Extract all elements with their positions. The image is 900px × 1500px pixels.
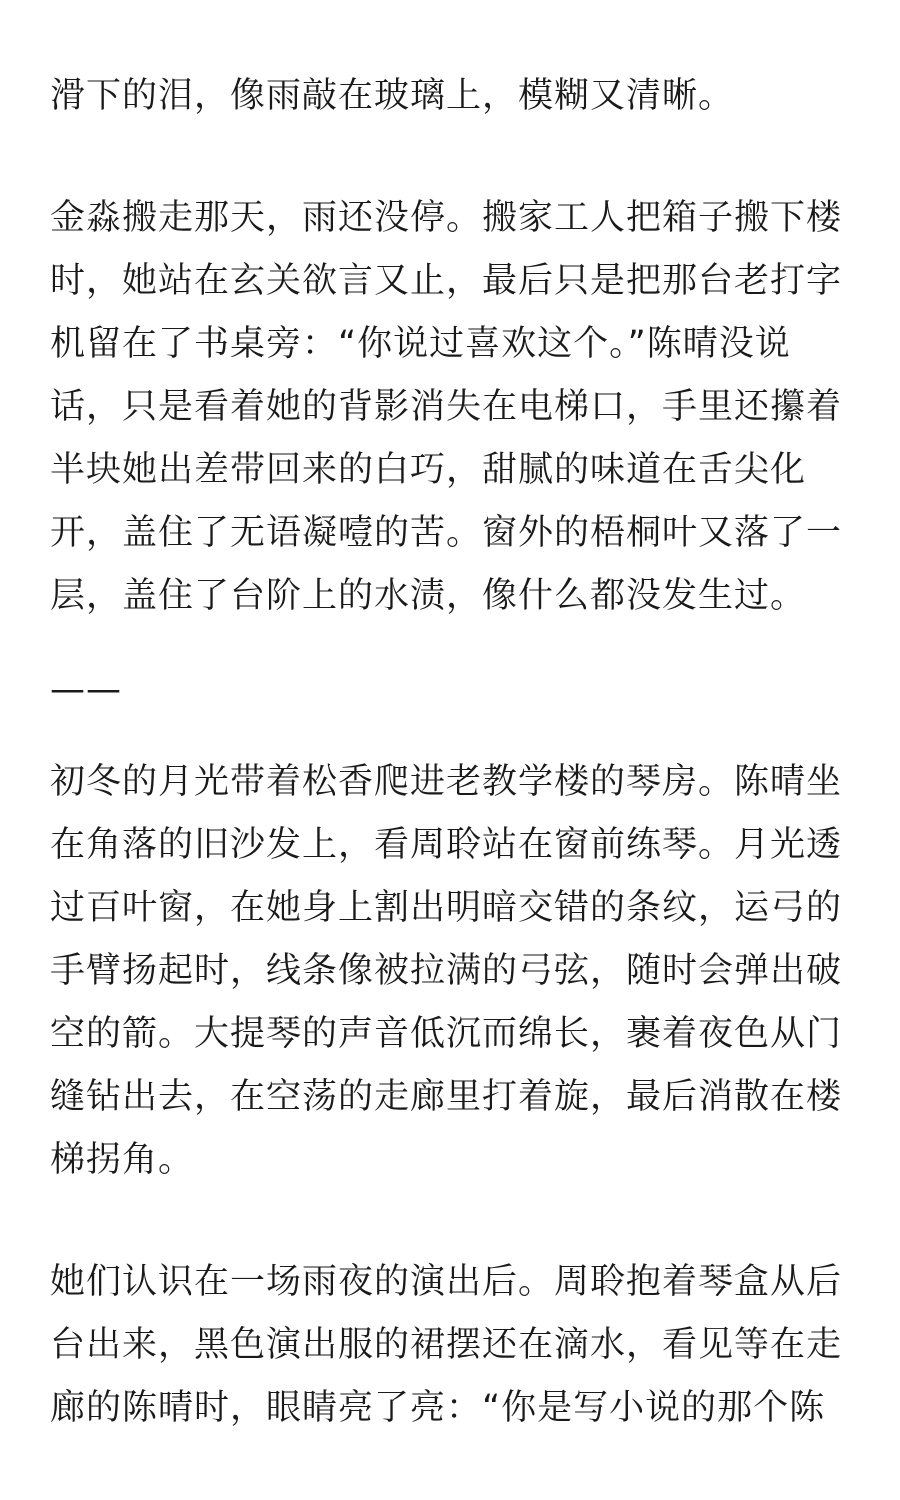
text-line: 层，盖住了台阶上的水渍，像什么都没发生过。 (50, 576, 807, 616)
text-line: 话，只是看着她的背影消失在电梯口，手里还攥着 (50, 387, 843, 427)
text-line: 她们认识在一场雨夜的演出后。周聆抱着琴盒从后 (50, 1262, 843, 1302)
text-line: 滑下的泪，像雨敲在玻璃上，模糊又清晰。 (50, 76, 735, 116)
text-line: 半块她出差带回来的白巧，甜腻的味道在舌尖化 (50, 450, 807, 490)
text-line: 机留在了书桌旁：“你说过喜欢这个。”陈晴没说 (50, 324, 791, 364)
text-line: 金淼搬走那天，雨还没停。搬家工人把箱子搬下楼 (50, 198, 843, 238)
text-line: 台出来，黑色演出服的裙摆还在滴水，看见等在走 (50, 1325, 843, 1365)
text-line: 缝钻出去，在空荡的走廊里打着旋，最后消散在楼 (50, 1077, 843, 1117)
text-line: 开，盖住了无语凝噎的苦。窗外的梧桐叶又落了一 (50, 513, 843, 553)
text-line: 手臂扬起时，线条像被拉满的弓弦，随时会弹出破 (50, 951, 843, 991)
text-line: 在角落的旧沙发上，看周聆站在窗前练琴。月光透 (50, 825, 843, 865)
text-line: 廊的陈晴时，眼睛亮了亮：“你是写小说的那个陈 (50, 1388, 826, 1428)
text-line: 时，她站在玄关欲言又止，最后只是把那台老打字 (50, 261, 843, 301)
section-divider: —— (50, 670, 122, 710)
text-line: 初冬的月光带着松香爬进老教学楼的琴房。陈晴坐 (50, 762, 843, 802)
text-line: 空的箭。大提琴的声音低沉而绵长，裹着夜色从门 (50, 1014, 843, 1054)
text-line: 过百叶窗，在她身上割出明暗交错的条纹，运弓的 (50, 888, 843, 928)
text-line: 梯拐角。 (50, 1140, 195, 1180)
